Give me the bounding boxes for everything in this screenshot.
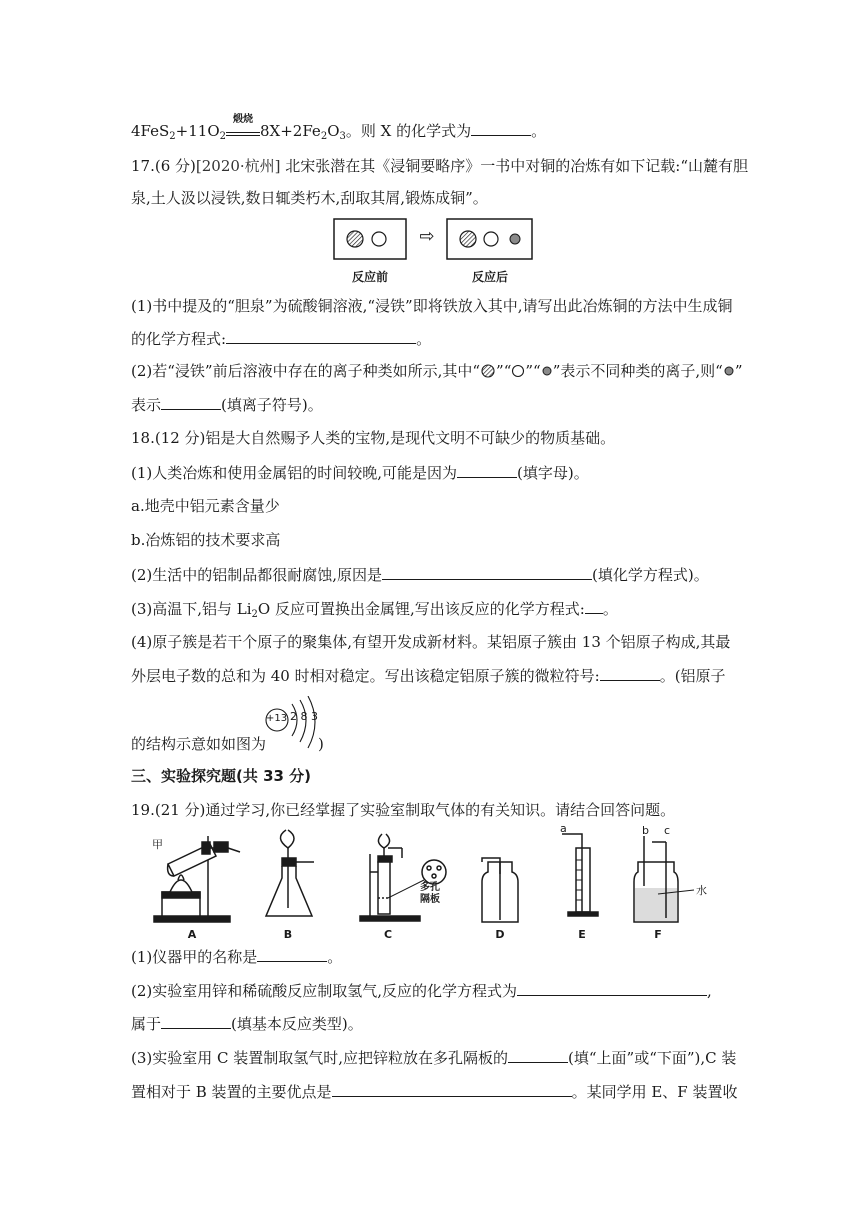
apparatus-b — [266, 830, 314, 916]
q16-equation-line: $4FeS_2+11O_2$ 煅烧 $8X+2Fe_2O_3$。则 X 的化学式为 。 — [131, 120, 546, 141]
label-before: 反应前 — [351, 270, 388, 284]
atom-svg — [262, 696, 324, 752]
answer-blank[interactable] — [508, 1047, 568, 1063]
q18-option-b: b.冶炼铝的技术要求高 — [131, 531, 281, 549]
apparatus-e — [562, 834, 598, 916]
q18-head: 18.(12 分)铝是大自然赐予人类的宝物,是现代文明不可缺少的物质基础。 — [131, 429, 616, 447]
label-jia: 甲 — [152, 838, 163, 851]
label-b: b — [642, 824, 649, 837]
q19-p1: (1)仪器甲的名称是 。 — [131, 948, 343, 966]
answer-blank[interactable] — [382, 564, 592, 580]
hatched-ion-icon — [480, 364, 496, 378]
q19-p2-line-1: (2)实验室用锌和稀硫酸反应制取氢气,反应的化学方程式为 , — [131, 982, 712, 1000]
answer-blank[interactable] — [585, 598, 603, 614]
q18-p4-line-3: 的结构示意如如图为 — [131, 735, 267, 753]
label-after: 反应后 — [471, 270, 508, 284]
label-apparatus-b: B — [283, 928, 293, 941]
apparatus-d — [482, 858, 518, 922]
q19-head: 19.(21 分)通过学习,你已经掌握了实验室制取气体的有关知识。请结合回答问题。 — [131, 801, 676, 819]
apparatus-f — [634, 836, 694, 922]
apparatus-figure — [148, 822, 720, 944]
aluminum-atom-diagram — [262, 696, 324, 752]
q18-p4-close: ) — [318, 735, 324, 753]
q19-p3-line-1: (3)实验室用 C 装置制取氢气时,应把锌粒放在多孔隔板的 (填“上面”或“下面”),C 装 — [131, 1049, 737, 1067]
label-apparatus-e: E — [578, 928, 586, 941]
label-water: 水 — [696, 884, 707, 897]
hatched-ion-icon — [460, 231, 476, 247]
condition-text: 煅烧 — [233, 114, 253, 125]
q17-p2-line-2: 表示 (填离子符号)。 — [131, 396, 323, 414]
gray-ion-icon — [510, 234, 520, 244]
hollow-ion-icon — [372, 232, 386, 246]
electron-shells: 2 8 3 — [290, 710, 318, 723]
q17-p1-line-1: (1)书中提及的“胆泉”为硫酸铜溶液,“浸铁”即将铁放入其中,请写出此冶炼铜的方法中生成铜 — [131, 297, 733, 315]
label-apparatus-a: A — [187, 928, 197, 941]
nucleus-charge: +13 — [266, 713, 288, 724]
equation-right: $8X+2Fe_2O_3$ — [260, 122, 346, 142]
answer-blank[interactable] — [332, 1081, 572, 1097]
answer-blank[interactable] — [457, 462, 517, 478]
q18-p2: (2)生活中的铝制品都很耐腐蚀,原因是 (填化学方程式)。 — [131, 566, 709, 584]
apparatus-c — [360, 834, 446, 921]
gray-ion-icon — [541, 364, 553, 378]
answer-blank[interactable] — [161, 1013, 231, 1029]
q18-p4-line-2: 外层电子数的总和为 40 时相对稳定。写出该稳定铝原子簇的微粒符号: 。(铝原子 — [131, 667, 726, 685]
answer-blank[interactable] — [471, 120, 531, 136]
q17-p2-line-1: (2)若“浸铁”前后溶液中存在的离子种类如所示,其中“ ”“ ”“ ”表示不同种类的离子,则“ ” — [131, 362, 743, 380]
q19-p2-line-2: 属于 (填基本反应类型)。 — [131, 1015, 363, 1033]
ion-diagram — [333, 218, 533, 288]
answer-blank[interactable] — [226, 328, 416, 344]
q18-p1: (1)人类冶炼和使用金属铝的时间较晚,可能是因为 (填字母)。 — [131, 464, 589, 482]
section-heading: 三、实验探究题(共 33 分) — [131, 767, 312, 785]
hollow-ion-icon — [511, 364, 525, 378]
q17-line-1: 17.(6 分)[2020·杭州] 北宋张潜在其《浸铜要略序》一书中对铜的冶炼有如下记载:“山麓有胆 — [131, 157, 749, 175]
q18-p3: (3)高温下,铝与 $Li_2O$ 反应可置换出金属锂,写出该反应的化学方程式: 。 — [131, 600, 618, 620]
answer-blank[interactable] — [161, 394, 221, 410]
label-a: a — [560, 822, 567, 835]
gray-ion-icon — [723, 364, 735, 378]
source-tag: [2020·杭州] — [195, 157, 281, 175]
apparatus-a — [154, 836, 240, 922]
label-apparatus-f: F — [654, 928, 662, 941]
answer-blank[interactable] — [257, 946, 327, 962]
q17-line-2: 泉,土人汲以浸铁,数日辄类朽木,刮取其屑,锻炼成铜”。 — [131, 189, 488, 207]
label-plate: 多孔 隔板 — [420, 882, 440, 905]
q19-p3-line-2: 置相对于 B 装置的主要优点是 。某同学用 E、F 装置收 — [131, 1083, 738, 1101]
label-apparatus-c: C — [383, 928, 393, 941]
before-box — [334, 219, 406, 259]
q17-p1-line-2: 的化学方程式: 。 — [131, 330, 432, 348]
label-c: c — [664, 824, 671, 837]
hatched-ion-icon — [347, 231, 363, 247]
answer-blank[interactable] — [517, 980, 707, 996]
arrow-icon: ⇨ — [419, 226, 435, 247]
q18-p4-line-1: (4)原子簇是若干个原子的聚集体,有望开发成新材料。某铝原子簇由 13 个铝原子构成,其最 — [131, 633, 731, 651]
hollow-ion-icon — [484, 232, 498, 246]
label-apparatus-d: D — [495, 928, 505, 941]
q18-option-a: a.地壳中铝元素含量少 — [131, 497, 280, 515]
answer-blank[interactable] — [600, 665, 660, 681]
reaction-condition-arrow — [226, 114, 260, 136]
equation-left: $4FeS_2+11O_2$ — [131, 122, 226, 142]
